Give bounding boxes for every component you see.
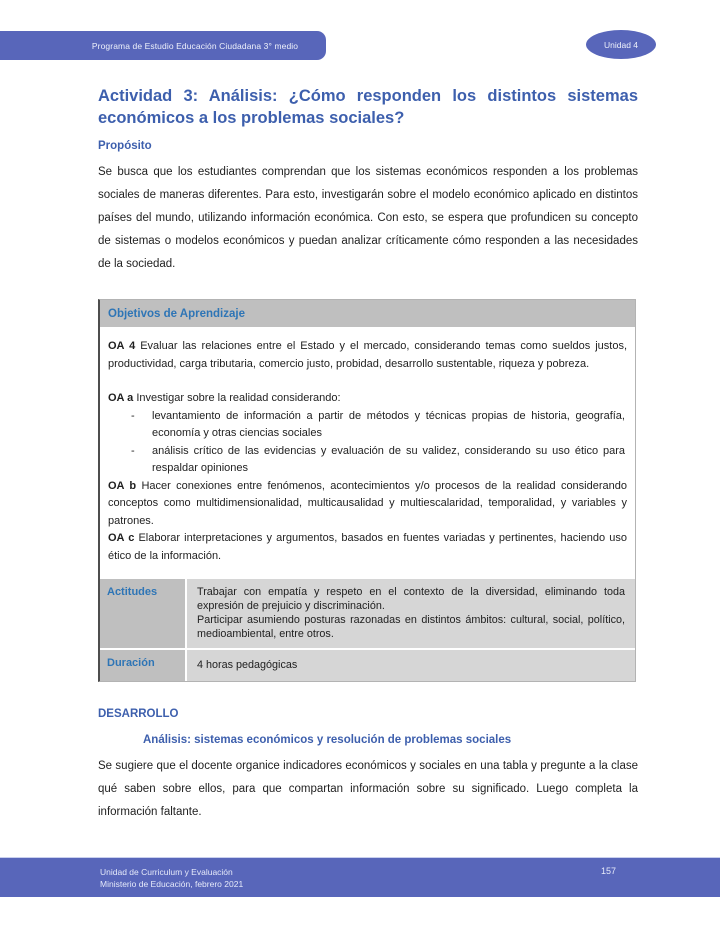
activity-title <box>98 86 638 129</box>
proposito-paragraph: Se busca que los estudiantes comprendan que los sistemas económicos responden a los problemas sociales de maneras diferentes. Para esto, investigarán sobre el modelo económico aplicado en distintos países del mundo, utilizando información económica. Con esto, se espera que profundicen su concepto de sistemas o modelos económicos y puedan analizar críticamente cómo responden a las necesidades de la sociedad. <box>98 166 638 270</box>
objectives-table-body <box>100 329 635 577</box>
activity-title-line1: Actividad 3: Análisis: ¿Cómo responden los distintos sistemas <box>98 87 638 105</box>
proposito-heading: Propósito <box>98 140 152 152</box>
oa4-paragraph <box>108 338 627 373</box>
unit-badge <box>586 30 656 59</box>
oaa-text: Investigar sobre la realidad considerando: <box>133 392 341 404</box>
oa4-label: OA 4 <box>108 340 136 352</box>
actitudes-line2: Participar asumiendo posturas razonadas en distintos ámbitos: cultural, social, político, medioambiental, entre otros. <box>197 614 625 640</box>
oaa-bullet-list <box>108 408 627 478</box>
oac-paragraph <box>108 530 627 565</box>
actitudes-label: Actitudes <box>100 579 187 648</box>
program-banner-label: Programa de Estudio Educación Ciudadana 3° medio <box>91 40 299 51</box>
oaa-label: OA a <box>108 392 134 404</box>
footer-line2: Ministerio de Educación, febrero 2021 <box>100 879 244 889</box>
desarrollo-paragraph: Se sugiere que el docente organice indicadores económicos y sociales en una tabla y pregunte a la clase qué saben sobre ellos, para que compartan información sobre su significado. Luego completa la información faltante. <box>98 760 638 818</box>
oab-paragraph <box>108 478 627 531</box>
list-item <box>108 408 627 443</box>
objectives-table-header: Objetivos de Aprendizaje <box>100 300 635 329</box>
footer-bar <box>0 857 720 897</box>
dash-bullet-icon: - <box>131 444 135 457</box>
page-number: 157 <box>601 866 617 876</box>
duracion-row <box>100 648 635 681</box>
actitudes-row <box>100 577 635 648</box>
program-banner <box>0 31 326 60</box>
oaa-paragraph <box>108 390 627 408</box>
duracion-value: 4 horas pedagógicas <box>187 650 635 681</box>
dash-bullet-icon: - <box>131 409 135 422</box>
bullet-text: levantamiento de información a partir de métodos y técnicas propias de historia, geografía, economía y otras ciencias sociales <box>152 409 625 439</box>
objectives-table <box>98 299 636 682</box>
oac-label: OA c <box>108 532 135 544</box>
footer-line1: Unidad de Curriculum y Evaluación <box>100 867 233 877</box>
activity-title-line2: económicos a los problemas sociales? <box>98 108 405 127</box>
footer-credits <box>100 866 243 890</box>
desarrollo-subtitle: Análisis: sistemas económicos y resolución de problemas sociales <box>143 734 512 746</box>
unit-badge-label: Unidad 4 <box>603 39 639 50</box>
oa4-text: Evaluar las relaciones entre el Estado y el mercado, considerando temas como sueldos justos, productividad, carga tributaria, comercio justo, probidad, desarrollo sustentable, riqueza y pobreza. <box>108 340 627 370</box>
actitudes-line1: Trabajar con empatía y respeto en el contexto de la diversidad, eliminando toda expresión de prejuicio y discriminación. <box>197 586 625 612</box>
list-item <box>108 443 627 478</box>
oab-label: OA b <box>108 479 137 492</box>
document-content <box>98 86 638 824</box>
bullet-text: análisis crítico de las evidencias y evaluación de su validez, considerando su uso ético para respaldar opiniones <box>152 444 625 474</box>
desarrollo-heading: DESARROLLO <box>98 708 179 720</box>
actitudes-value <box>187 579 635 648</box>
duracion-label: Duración <box>100 650 187 681</box>
oab-text: Hacer conexiones entre fenómenos, acontecimientos y/o procesos de la realidad considerando conceptos como multidimensionalidad, multicausalidad y multiescalaridad, temporalidad, y variables y patrones. <box>108 479 627 527</box>
oac-text: Elaborar interpretaciones y argumentos, basados en fuentes variadas y pertinentes, haciendo uso ético de la información. <box>108 532 628 562</box>
blank-line <box>108 373 627 390</box>
